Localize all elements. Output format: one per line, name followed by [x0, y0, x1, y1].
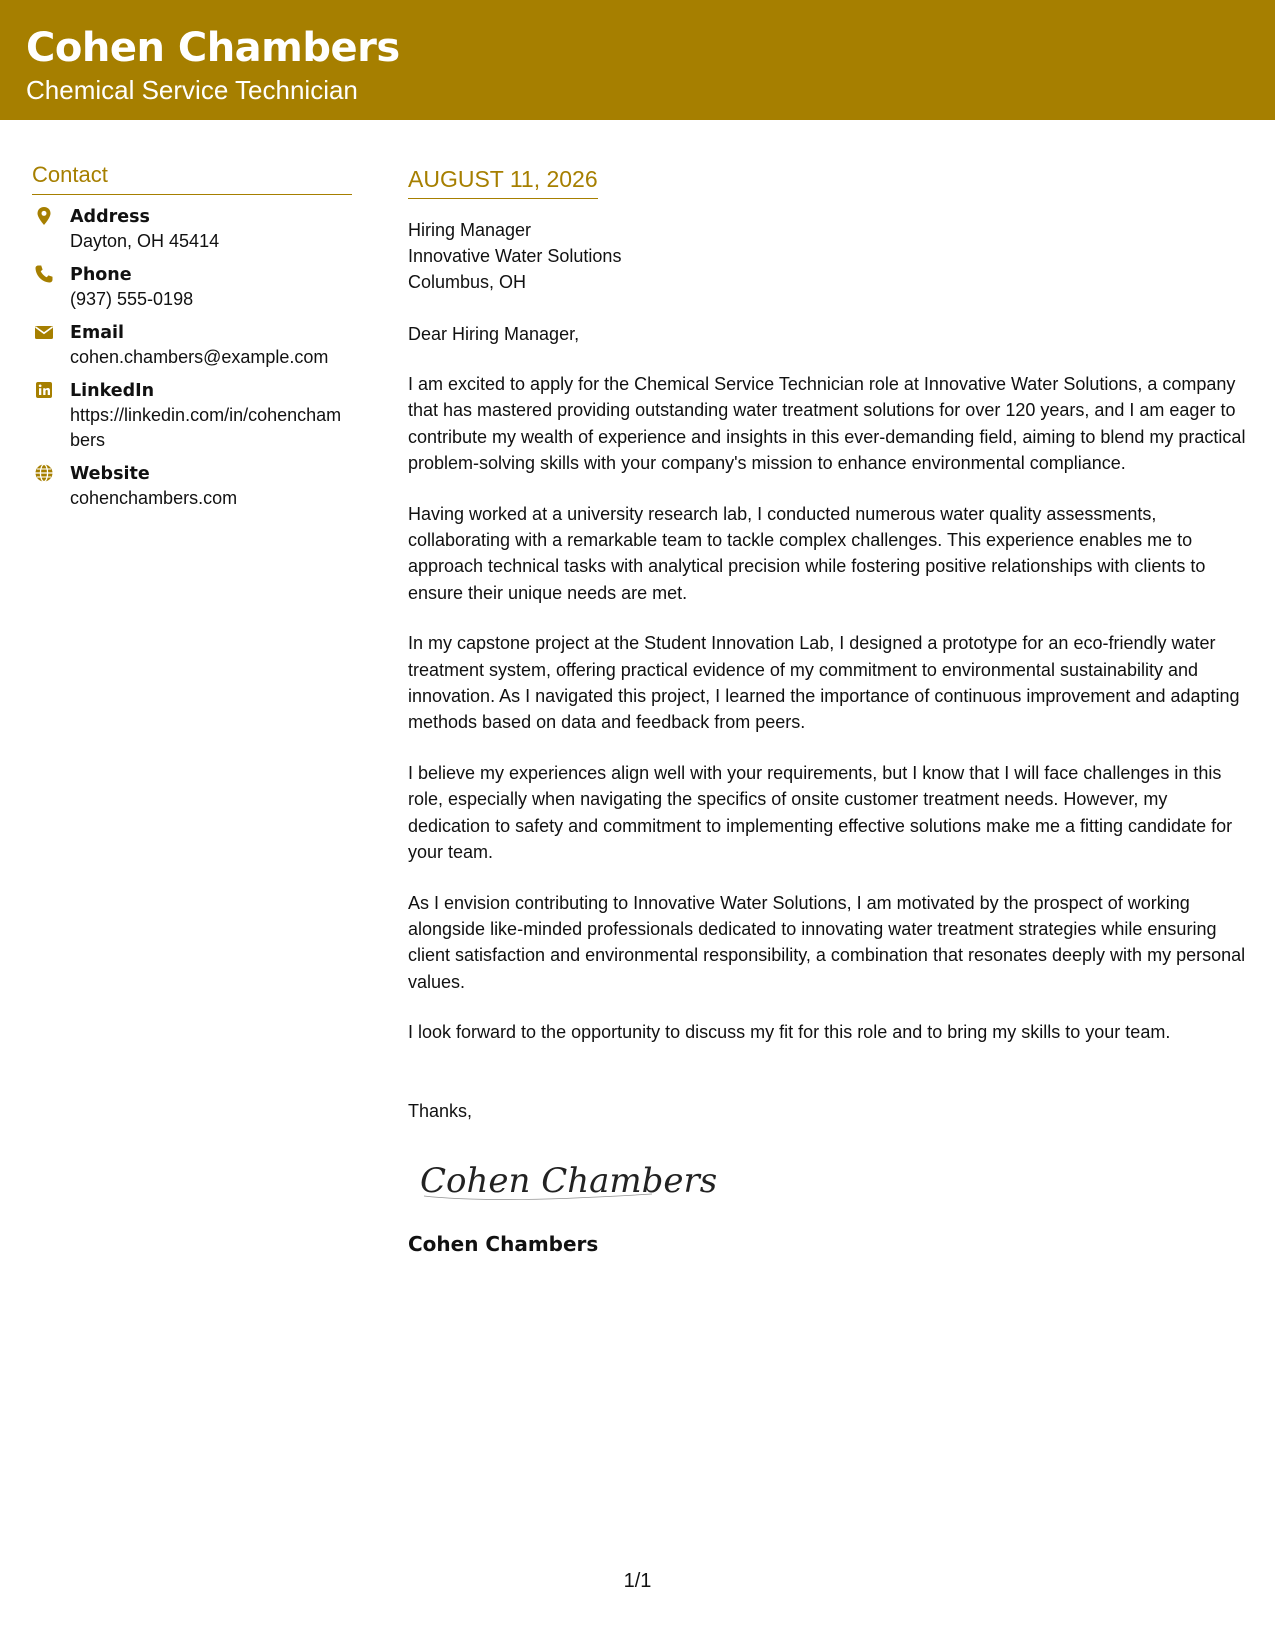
contact-value: cohen.chambers@example.com: [70, 347, 329, 367]
paragraph: In my capstone project at the Student Innovation Lab, I designed a prototype for an eco-friendly water treatment system, offering practical evidence of my commitment to environmental sustainability and innovation. As I navigated this project, I learned the importance of continuous improvement and adapting methods based on data and feedback from peers.: [408, 633, 1240, 733]
page-number: 1/1: [623, 1570, 652, 1592]
contact-linkedin: [32, 379, 352, 453]
contact-value: https://linkedin.com/in/cohenchambers: [70, 405, 342, 450]
recipient-block: [408, 217, 1248, 295]
contact-email: [32, 321, 352, 370]
contact-label: Website: [70, 464, 150, 484]
contact-value: Dayton, OH 45414: [70, 231, 220, 251]
globe-icon: [34, 463, 54, 483]
contact-website: [32, 462, 352, 511]
handwritten-signature: [416, 1150, 718, 1210]
contact-label: LinkedIn: [70, 381, 155, 401]
contact-label: Address: [70, 207, 150, 227]
contact-label: Email: [70, 323, 124, 343]
letter-body: [408, 164, 1248, 1258]
signature-text: Cohen Chambers: [420, 1160, 718, 1201]
linkedin-icon: [34, 380, 54, 400]
paragraph: As I envision contributing to Innovative Water Solutions, I am motivated by the prospect of working alongside like-minded professionals dedicated to innovating water treatment strategies while ensuring client satisfaction and environmental responsibility, a combination that resonates deeply with my personal values.: [408, 892, 1246, 992]
recipient-title: Hiring Manager: [408, 220, 532, 240]
contact-address: [32, 205, 352, 254]
contact-value: cohenchambers.com: [70, 488, 238, 508]
recipient-company: Innovative Water Solutions: [408, 246, 622, 266]
contact-phone: [32, 263, 352, 312]
contact-label: Phone: [70, 265, 132, 285]
paragraph: Having worked at a university research lab, I conducted numerous water quality assessments, collaborating with a remarkable team to tackle complex challenges. This experience enables me to approach technical tasks with analytical precision while fostering positive relationships with clients to ensure their unique needs are met.: [408, 503, 1206, 603]
closing: Thanks,: [408, 1100, 473, 1121]
contact-value: (937) 555-0198: [70, 289, 194, 309]
salutation: Dear Hiring Manager,: [408, 324, 580, 344]
contact-sidebar: [32, 160, 352, 520]
contact-heading: Contact: [32, 160, 352, 195]
map-pin-icon: [34, 206, 54, 226]
applicant-role: Chemical Service Technician: [26, 75, 358, 105]
letter-date: AUGUST 11, 2026: [408, 164, 598, 199]
paragraph: I am excited to apply for the Chemical Service Technician role at Innovative Water Solutions, a company that has mastered providing outstanding water treatment solutions for over 120 years, and I am eager to contribute my wealth of experience and insights in this ever-demanding field, aiming to blend my practical problem-solving skills with your company's mission to enhance environmental compliance.: [408, 374, 1246, 474]
recipient-location: Columbus, OH: [408, 272, 527, 292]
envelope-icon: [34, 322, 54, 342]
header-banner: [0, 0, 1275, 120]
applicant-name: Cohen Chambers: [26, 25, 400, 71]
paragraph: I believe my experiences align well with your requirements, but I know that I will face challenges in this role, especially when navigating the specifics of onsite customer treatment needs. However, my dedication to safety and commitment to implementing effective solutions make me a fitting candidate for your team.: [408, 762, 1233, 863]
phone-icon: [34, 264, 54, 284]
paragraph: I look forward to the opportunity to discuss my fit for this role and to bring my skills to your team.: [408, 1022, 1171, 1043]
signed-name: Cohen Chambers: [408, 1231, 599, 1256]
